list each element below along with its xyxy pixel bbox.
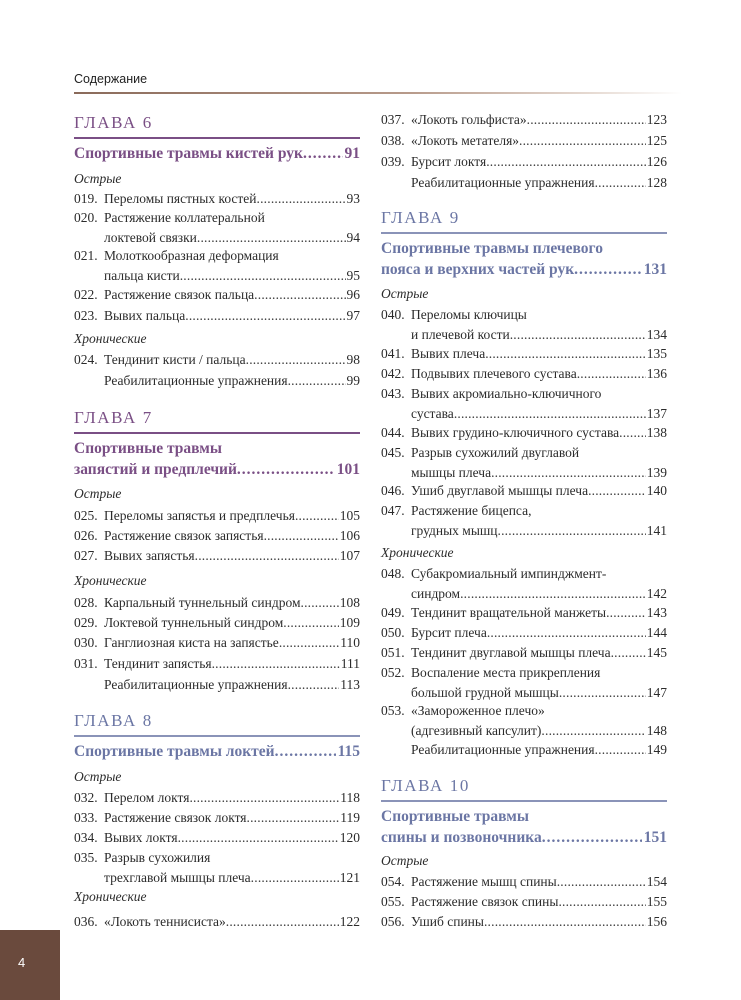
entry-number: 053. (381, 703, 405, 718)
entry-title: большой грудной мышцы (411, 684, 559, 700)
entry-title: трехглавой мышцы плеча (104, 869, 251, 885)
entry-page: 145 (646, 645, 667, 660)
chapter-title-text: спины и позвоночника (381, 829, 542, 846)
toc-entry[interactable] (74, 848, 360, 887)
leader-dots (257, 189, 346, 209)
entry-page: 95 (346, 267, 360, 283)
entry-page: 149 (646, 742, 667, 757)
entry-number: 026. (74, 528, 98, 543)
toc-entry[interactable] (74, 246, 360, 285)
entry-page: 99 (346, 373, 360, 388)
entry-number: 028. (74, 595, 98, 610)
chapter-title[interactable] (381, 238, 667, 280)
entry-title: Тендинит вращательной манжеты (411, 605, 607, 620)
toc-entry[interactable] (381, 131, 667, 151)
entry-title: локтевой связки (104, 229, 197, 245)
entry-title: «Локоть гольфиста» (411, 112, 527, 127)
toc-entry[interactable] (74, 788, 360, 808)
chapter-label: ГЛАВА 9 (381, 208, 460, 227)
chapter-title[interactable] (74, 438, 360, 480)
leader-dots (542, 827, 642, 848)
leader-dots (541, 721, 645, 741)
entry-page: 105 (339, 508, 360, 523)
entry-number: 024. (74, 352, 98, 367)
entry-title: Тендинит двуглавой мышцы плеча (411, 645, 611, 660)
entry-page: 155 (646, 894, 667, 909)
toc-entry[interactable] (381, 892, 667, 912)
toc-entry[interactable] (74, 208, 360, 247)
entry-title: сустава (411, 405, 454, 421)
entry-title: Вывих запястья (104, 548, 195, 563)
entry-number: 037. (381, 112, 405, 127)
chapter-page: 91 (344, 145, 360, 162)
leader-dots (254, 285, 345, 305)
toc-entry[interactable] (74, 828, 360, 848)
entry-title: Ганглиозная киста на запястье (104, 635, 279, 650)
leader-dots (279, 633, 339, 653)
toc-entry[interactable] (381, 663, 667, 702)
entry-number: 043. (381, 386, 405, 401)
section-heading: Острые (74, 171, 122, 186)
toc-entry[interactable] (381, 110, 667, 130)
entry-number: 038. (381, 133, 405, 148)
toc-entry[interactable] (381, 872, 667, 892)
leader-dots (212, 654, 340, 674)
chapter-title[interactable] (381, 806, 667, 848)
leader-dots (246, 350, 346, 370)
toc-entry[interactable] (381, 344, 667, 364)
leader-dots (460, 584, 646, 604)
entry-page: 109 (339, 615, 360, 630)
entry-page: 136 (646, 366, 667, 381)
chapter-title-text: Спортивные травмы локтей (74, 743, 275, 760)
leader-dots (485, 344, 646, 364)
section-heading: Хронические (74, 331, 147, 346)
leader-dots (595, 740, 646, 760)
entry-number: 021. (74, 248, 98, 263)
toc-entry[interactable] (381, 603, 667, 623)
entry-title: Вывих пальца (104, 308, 186, 323)
toc-entry[interactable] (381, 643, 667, 663)
toc-entry[interactable] (381, 173, 667, 193)
toc-entry[interactable] (74, 675, 360, 695)
leader-dots (619, 423, 646, 443)
leader-dots (595, 173, 646, 193)
toc-entry[interactable] (381, 152, 667, 172)
entry-title: Вывих акромиально-ключичного (411, 386, 602, 401)
entry-page: 147 (646, 684, 667, 700)
chapter-title-text: пояса и верхних частей рук (381, 261, 575, 278)
leader-dots (195, 546, 339, 566)
entry-title: и плечевой кости (411, 326, 510, 342)
entry-page: 108 (339, 595, 360, 610)
running-head: Содержание (74, 72, 148, 86)
header-rule (74, 92, 682, 94)
entry-number: 046. (381, 483, 405, 498)
leader-dots (527, 110, 646, 130)
entry-page: 139 (646, 464, 667, 480)
leader-dots (295, 506, 339, 526)
toc-entry[interactable] (74, 633, 360, 653)
toc-entry[interactable] (381, 740, 667, 760)
toc-entry[interactable] (381, 305, 667, 344)
leader-dots (189, 788, 339, 808)
leader-dots (588, 481, 646, 501)
entry-title: Вывих плеча (411, 346, 486, 361)
entry-number: 052. (381, 665, 405, 680)
leader-dots (611, 643, 646, 663)
entry-title: Вывих грудино-ключичного сустава (411, 425, 620, 440)
chapter-page: 101 (336, 461, 360, 478)
entry-title: пальца кисти (104, 267, 180, 283)
entry-title: Тендинит запястья (104, 656, 212, 671)
entry-title: Растяжение бицепса, (411, 503, 532, 518)
entry-number: 050. (381, 625, 405, 640)
entry-page: 144 (646, 625, 667, 640)
entry-number: 042. (381, 366, 405, 381)
leader-dots (185, 306, 345, 326)
entry-number: 036. (74, 914, 98, 929)
leader-dots (237, 459, 335, 480)
entry-page: 143 (646, 605, 667, 620)
leader-dots (288, 371, 346, 391)
leader-dots (510, 325, 646, 345)
entry-page: 156 (646, 914, 667, 929)
entry-title: Растяжение связок локтя (104, 810, 247, 825)
leader-dots (226, 912, 339, 932)
toc-entry[interactable] (381, 443, 667, 482)
toc-entry[interactable] (74, 285, 360, 305)
entry-title: Ушиб спины (411, 914, 484, 929)
chapter-page: 151 (643, 829, 667, 846)
entry-page: 142 (646, 585, 667, 601)
entry-page: 123 (646, 112, 667, 127)
entry-page: 97 (346, 308, 360, 323)
entry-page: 111 (340, 656, 360, 671)
chapter-title-text: Спортивные травмы плечевого (381, 240, 603, 257)
leader-dots (558, 892, 645, 912)
entry-number: 029. (74, 615, 98, 630)
section-heading: Острые (74, 769, 122, 784)
leader-dots (180, 266, 346, 286)
entry-title: Локтевой туннельный синдром (104, 615, 284, 630)
toc-entry[interactable] (381, 384, 667, 423)
entry-title: Растяжение связок спины (411, 894, 559, 909)
leader-dots (484, 912, 646, 932)
chapter-title-text: Спортивные травмы (381, 808, 529, 825)
section-heading: Хронические (74, 573, 147, 588)
entry-title: синдром (411, 585, 461, 601)
entry-page: 110 (340, 635, 360, 650)
entry-title: «Замороженное плечо» (411, 703, 545, 718)
entry-title: Воспаление места прикрепления (411, 665, 601, 680)
entry-number: 041. (381, 346, 405, 361)
entry-page: 134 (646, 326, 667, 342)
toc-entry[interactable] (74, 593, 360, 613)
entry-number: 033. (74, 810, 98, 825)
leader-dots (519, 131, 646, 151)
entry-title: Переломы пястных костей (104, 191, 257, 206)
leader-dots (491, 463, 646, 483)
entry-page: 107 (339, 548, 360, 563)
entry-title: Ушиб двуглавой мышцы плеча (411, 483, 589, 498)
entry-number: 023. (74, 308, 98, 323)
entry-number: 049. (381, 605, 405, 620)
entry-title: Подвывих плечевого сустава (411, 366, 577, 381)
chapter-label: ГЛАВА 8 (74, 711, 153, 730)
toc-entry[interactable] (381, 623, 667, 643)
toc-entry[interactable] (381, 423, 667, 443)
entry-page: 93 (346, 191, 360, 206)
entry-title: Молоткообразная деформация (104, 248, 279, 263)
chapter-page: 115 (337, 743, 360, 760)
entry-page: 113 (340, 677, 360, 692)
entry-number: 025. (74, 508, 98, 523)
entry-page: 126 (646, 154, 667, 169)
leader-dots (251, 868, 339, 888)
entry-number: 022. (74, 287, 98, 302)
entry-number: 032. (74, 790, 98, 805)
toc-entry[interactable] (74, 371, 360, 391)
entry-title: Бурсит плеча (411, 625, 487, 640)
section-heading: Хронические (381, 545, 454, 560)
chapter-label: ГЛАВА 10 (381, 776, 470, 795)
toc-entry[interactable] (381, 481, 667, 501)
entry-title: Растяжение мышц спины (411, 874, 557, 889)
entry-number: 051. (381, 645, 405, 660)
toc-entry[interactable] (74, 912, 360, 932)
entry-number: 054. (381, 874, 405, 889)
entry-page: 138 (646, 425, 667, 440)
entry-title: Бурсит локтя (411, 154, 487, 169)
entry-number: 035. (74, 850, 98, 865)
leader-dots (606, 603, 646, 623)
leader-dots (574, 259, 642, 280)
entry-number: 040. (381, 307, 405, 322)
leader-dots (559, 683, 646, 703)
entry-title: Реабилитационные упражнения (104, 677, 288, 692)
entry-title: Перелом локтя (104, 790, 190, 805)
toc-entry[interactable] (381, 501, 667, 540)
entry-title: Растяжение связок пальца (104, 287, 255, 302)
toc-entry[interactable] (381, 912, 667, 932)
entry-title: Реабилитационные упражнения (411, 175, 595, 190)
entry-page: 135 (646, 346, 667, 361)
chapter-rule (381, 232, 667, 234)
toc-entry[interactable] (74, 350, 360, 370)
toc-entry[interactable] (381, 364, 667, 384)
entry-page: 122 (339, 914, 360, 929)
chapter-rule (74, 735, 360, 737)
entry-number: 055. (381, 894, 405, 909)
entry-title: Реабилитационные упражнения (104, 373, 288, 388)
entry-title: Субакромиальный импинджмент- (411, 566, 607, 581)
entry-number: 027. (74, 548, 98, 563)
leader-dots (301, 593, 339, 613)
chapter-label: ГЛАВА 7 (74, 408, 153, 427)
entry-number: 047. (381, 503, 405, 518)
toc-entry[interactable] (74, 306, 360, 326)
entry-number: 020. (74, 210, 98, 225)
toc-entry[interactable] (381, 564, 667, 603)
chapter-title-text: Спортивные травмы (74, 440, 222, 457)
entry-title: Реабилитационные упражнения (411, 742, 595, 757)
leader-dots (275, 741, 336, 762)
entry-page: 98 (346, 352, 360, 367)
section-heading: Острые (74, 486, 122, 501)
chapter-label: ГЛАВА 6 (74, 113, 153, 132)
toc-entry[interactable] (74, 808, 360, 828)
entry-page: 118 (340, 790, 360, 805)
entry-page: 125 (646, 133, 667, 148)
entry-number: 031. (74, 656, 98, 671)
entry-page: 96 (346, 287, 360, 302)
entry-title: Растяжение связок запястья (104, 528, 264, 543)
entry-title: грудных мышц (411, 522, 498, 538)
chapter-title-text: запястий и предплечий (74, 461, 237, 478)
toc-entry[interactable] (74, 506, 360, 526)
entry-page: 119 (340, 810, 360, 825)
entry-number: 045. (381, 445, 405, 460)
entry-page: 154 (646, 874, 667, 889)
entry-page: 148 (646, 722, 667, 738)
leader-dots (264, 526, 339, 546)
chapter-title[interactable] (74, 143, 360, 164)
entry-page: 106 (339, 528, 360, 543)
entry-page: 121 (339, 869, 360, 885)
entry-page: 128 (646, 175, 667, 190)
toc-entry[interactable] (74, 189, 360, 209)
page-number-tab (0, 930, 60, 1000)
toc-entry[interactable] (74, 613, 360, 633)
leader-dots (487, 623, 646, 643)
entry-page: 137 (646, 405, 667, 421)
entry-number: 048. (381, 566, 405, 581)
entry-page: 141 (646, 522, 667, 538)
entry-title: Переломы запястья и предплечья (104, 508, 295, 523)
entry-title: Карпальный туннельный синдром (104, 595, 301, 610)
leader-dots (577, 364, 646, 384)
leader-dots (283, 613, 338, 633)
entry-title: Переломы ключицы (411, 307, 527, 322)
entry-title: «Локоть метателя» (411, 133, 520, 148)
chapter-rule (74, 432, 360, 434)
leader-dots (178, 828, 339, 848)
leader-dots (498, 521, 646, 541)
entry-page: 120 (339, 830, 360, 845)
entry-title: (адгезивный капсулит) (411, 722, 542, 738)
entry-title: мышцы плеча (411, 464, 492, 480)
entry-title: Тендинит кисти / пальца (104, 352, 246, 367)
entry-number: 034. (74, 830, 98, 845)
toc-entry[interactable] (74, 654, 360, 674)
entry-title: «Локоть теннисиста» (104, 914, 226, 929)
entry-number: 044. (381, 425, 405, 440)
entry-title: Разрыв сухожилий двуглавой (411, 445, 580, 460)
entry-number: 030. (74, 635, 98, 650)
entry-title: Растяжение коллатеральной (104, 210, 265, 225)
entry-page: 94 (346, 229, 360, 245)
entry-title: Разрыв сухожилия (104, 850, 211, 865)
entry-number: 019. (74, 191, 98, 206)
leader-dots (197, 228, 346, 248)
leader-dots (557, 872, 646, 892)
chapter-rule (74, 137, 360, 139)
leader-dots (486, 152, 646, 172)
leader-dots (288, 675, 340, 695)
chapter-title[interactable] (74, 741, 360, 762)
leader-dots (247, 808, 340, 828)
toc-entry[interactable] (381, 701, 667, 740)
toc-entry[interactable] (74, 526, 360, 546)
section-heading: Хронические (74, 889, 147, 904)
toc-entry[interactable] (74, 546, 360, 566)
entry-page: 140 (646, 483, 667, 498)
entry-title: Вывих локтя (104, 830, 178, 845)
section-heading: Острые (381, 853, 429, 868)
chapter-rule (381, 800, 667, 802)
entry-number: 056. (381, 914, 405, 929)
leader-dots (454, 404, 646, 424)
leader-dots (303, 143, 343, 164)
entry-number: 039. (381, 154, 405, 169)
section-heading: Острые (381, 286, 429, 301)
page-number: 4 (18, 955, 26, 970)
chapter-page: 131 (643, 261, 667, 278)
chapter-title-text: Спортивные травмы кистей рук (74, 145, 303, 162)
